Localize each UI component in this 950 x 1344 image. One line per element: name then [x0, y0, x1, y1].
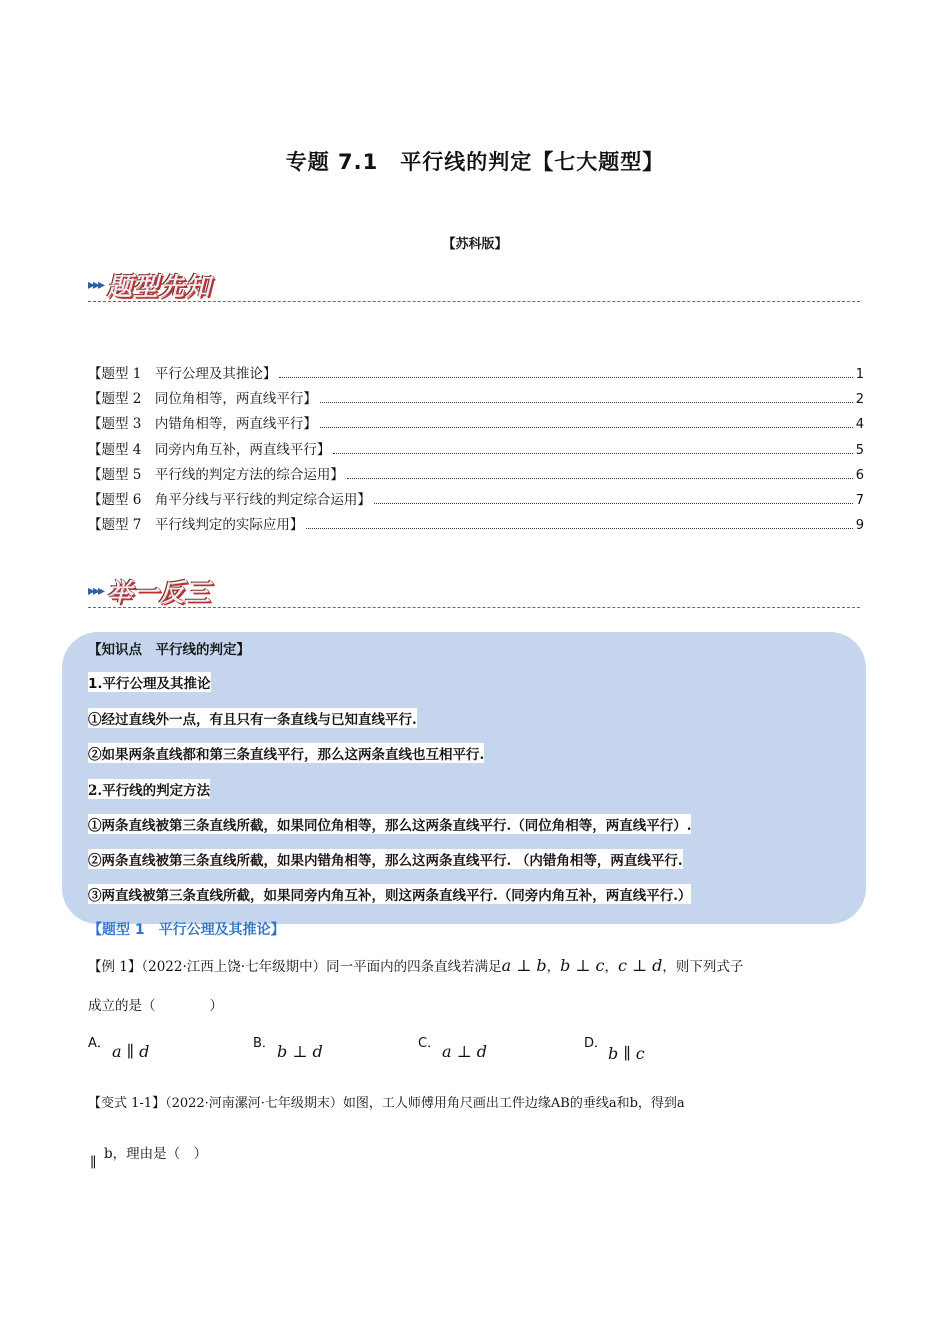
question-type-heading: 【题型 1 平行公理及其推论】	[88, 922, 285, 938]
knowledge-line: ③两直线被第三条直线所截，如果同旁内角互补，则这两条直线平行.（同旁内角互补，两直线平行.）	[88, 884, 691, 904]
toc-item[interactable]: 【题型 6 角平分线与平行线的判定综合运用】 7	[88, 491, 864, 508]
toc-item[interactable]: 【题型 2 同位角相等，两直线平行】 2	[88, 391, 864, 408]
example-1-stem: 【例 1】（2022·江西上饶·七年级期中）同一平面内的四条直线若满足a ⊥ b，b ⊥ c，c ⊥ d，则下列式子	[88, 956, 744, 975]
option-b[interactable]: B．	[253, 1036, 275, 1051]
triple-arrow-icon: ▸▸▸	[88, 277, 104, 293]
triple-arrow-icon: ▸▸▸	[88, 583, 104, 599]
option-c-expr: a ⊥ d	[442, 1042, 487, 1061]
section-banner-preview	[88, 268, 211, 302]
example-1-stem-continued: 成立的是（ ）	[88, 998, 223, 1014]
page-title: 专题 7.1 平行线的判定【七大题型】	[285, 150, 665, 174]
option-a[interactable]: A．	[88, 1036, 110, 1051]
option-b-expr: b ⊥ d	[277, 1042, 323, 1061]
knowledge-line: 2.平行线的判定方法	[88, 779, 210, 799]
variant-1-1-stem-continued: b，理由是（ ）	[104, 1146, 208, 1162]
edition-label: 【苏科版】	[442, 237, 508, 252]
banner-title: 举一反三	[107, 578, 212, 607]
variant-1-1-stem: 【变式 1-1】（2022·河南漯河·七年级期末）如图，工人师傅用角尺画出工件边缘AB的垂线a和b，得到a	[88, 1096, 685, 1111]
knowledge-line: ②如果两条直线都和第三条直线平行，那么这两条直线也互相平行.	[88, 743, 484, 763]
toc-item[interactable]: 【题型 4 同旁内角互补，两直线平行】 5	[88, 441, 864, 458]
knowledge-line: ①经过直线外一点，有且只有一条直线与已知直线平行.	[88, 708, 417, 728]
banner-title: 题型先知	[107, 272, 212, 301]
knowledge-line: 1.平行公理及其推论	[88, 672, 211, 692]
option-d-expr: b ∥ c	[608, 1044, 645, 1063]
toc-item[interactable]: 【题型 1 平行公理及其推论】 1	[88, 366, 864, 382]
toc-item[interactable]: 【题型 5 平行线的判定方法的综合运用】 6	[88, 466, 864, 483]
knowledge-line: ②两条直线被第三条直线所截，如果内错角相等，那么这两条直线平行. （内错角相等，两直线平行.	[88, 849, 683, 869]
divider	[88, 301, 860, 302]
table-of-contents	[88, 362, 864, 538]
divider	[88, 607, 860, 608]
toc-item[interactable]: 【题型 3 内错角相等，两直线平行】 4	[88, 416, 864, 433]
knowledge-line: ①两条直线被第三条直线所截，如果同位角相等，那么这两条直线平行.（同位角相等，两直线平行）.	[88, 814, 691, 834]
option-c[interactable]: C．	[418, 1036, 441, 1051]
option-a-expr: a ∥ d	[112, 1042, 150, 1061]
option-d[interactable]: D．	[584, 1036, 608, 1051]
toc-item[interactable]: 【题型 7 平行线判定的实际应用】 9	[88, 517, 864, 534]
parallel-symbol: ∥	[90, 1155, 97, 1171]
section-banner-examples	[88, 574, 211, 608]
knowledge-heading: 【知识点 平行线的判定】	[88, 642, 250, 658]
